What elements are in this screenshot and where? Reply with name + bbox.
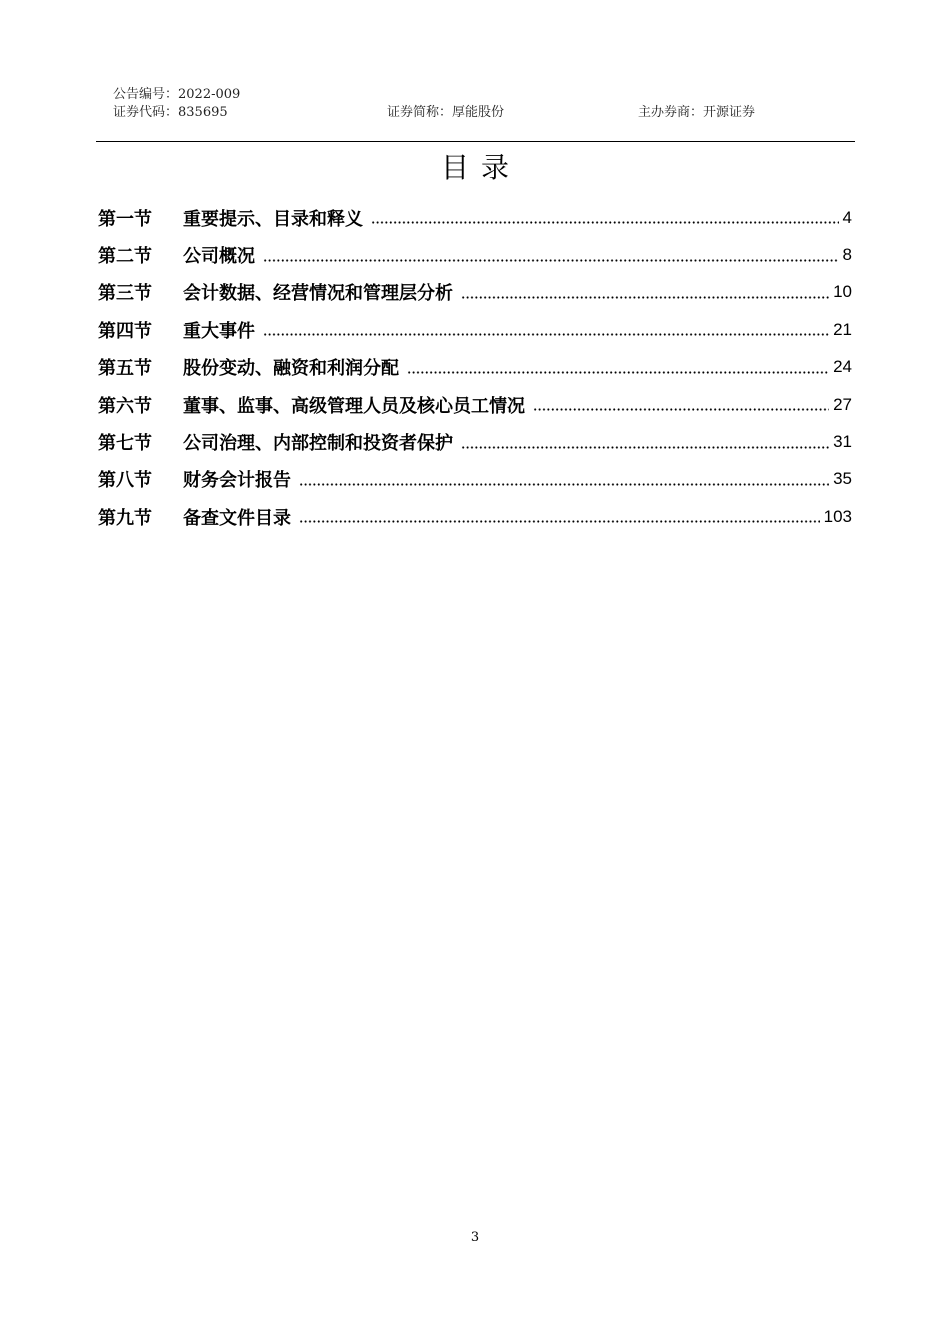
toc-section-label: 第七节 (98, 433, 152, 455)
toc-page-number: 103 (823, 506, 852, 526)
toc-page-number: 10 (833, 282, 852, 302)
toc-section-title: 公司治理、内部控制和投资者保护 (183, 433, 453, 455)
toc-page-number: 4 (842, 207, 852, 227)
toc-page-number: 27 (833, 394, 852, 414)
toc-leader-dots (299, 520, 820, 523)
toc-leader-dots (533, 408, 829, 411)
toc-section-title: 公司概况 (183, 246, 255, 268)
toc-section-title: 会计数据、经营情况和管理层分析 (183, 283, 453, 305)
toc-entry-7[interactable] (98, 423, 852, 460)
toc-section-label: 第九节 (98, 507, 152, 529)
toc-page-number: 8 (842, 245, 852, 265)
toc-section-label: 第五节 (98, 358, 152, 380)
toc-section-label: 第三节 (98, 283, 152, 305)
toc-entry-9[interactable] (98, 498, 852, 535)
header-divider (96, 141, 855, 142)
toc-section-title: 董事、监事、高级管理人员及核心员工情况 (183, 395, 525, 417)
toc-section-title: 备查文件目录 (183, 507, 291, 529)
toc-title: 目录 (440, 151, 521, 184)
toc-page-number: 21 (833, 319, 852, 339)
toc-entry-5[interactable] (98, 349, 852, 386)
toc-page-number: 35 (833, 469, 852, 489)
toc-leader-dots (263, 259, 839, 262)
toc-leader-dots (263, 333, 829, 336)
toc-page-number: 31 (833, 432, 852, 452)
toc-section-label: 第四节 (98, 320, 152, 342)
toc-leader-dots (407, 371, 829, 374)
toc-leader-dots (461, 296, 829, 299)
toc-entry-8[interactable] (98, 461, 852, 498)
toc-entry-3[interactable] (98, 274, 852, 311)
toc-section-title: 股份变动、融资和利润分配 (183, 358, 399, 380)
toc-section-label: 第一节 (98, 208, 152, 230)
toc-section-label: 第八节 (98, 470, 152, 492)
sponsor-broker: 主办券商：开源证券 (638, 105, 756, 120)
toc-entry-6[interactable] (98, 386, 852, 423)
toc-page-number: 24 (833, 357, 852, 377)
toc-leader-dots (461, 446, 829, 449)
toc-entry-2[interactable] (98, 236, 852, 273)
toc-section-title: 重要提示、目录和释义 (183, 208, 363, 230)
stock-abbreviation: 证券简称：厚能股份 (387, 105, 505, 120)
stock-code: 证券代码：835695 (113, 105, 228, 120)
toc-entry-4[interactable] (98, 311, 852, 348)
table-of-contents (98, 199, 852, 536)
page-number: 3 (470, 1230, 480, 1245)
toc-section-label: 第二节 (98, 246, 152, 268)
toc-section-title: 重大事件 (183, 320, 255, 342)
toc-leader-dots (371, 221, 839, 224)
toc-entry-1[interactable] (98, 199, 852, 236)
announcement-number: 公告编号：2022-009 (113, 87, 241, 102)
toc-leader-dots (299, 483, 829, 486)
toc-section-title: 财务会计报告 (183, 470, 291, 492)
toc-section-label: 第六节 (98, 395, 152, 417)
